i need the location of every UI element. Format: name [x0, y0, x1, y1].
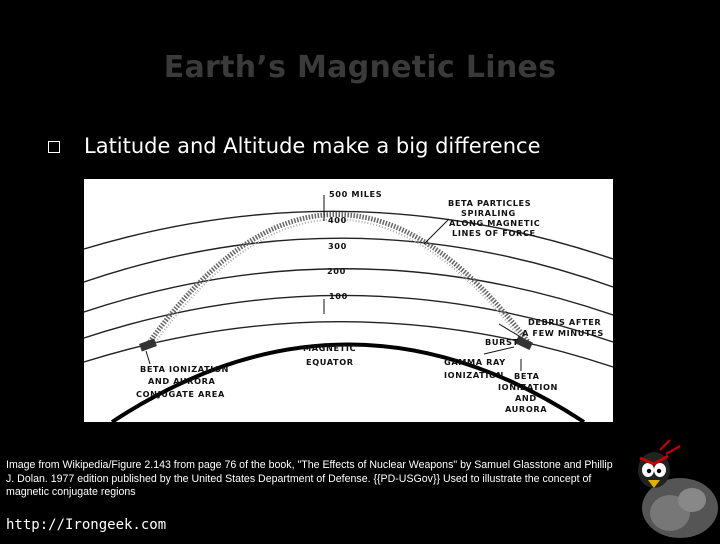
- image-caption: Image from Wikipedia/Figure 2.143 from page 76 of the book, "The Effects of Nuclear Weapons" by Samuel Glasstone and Phillip J. Dolan. 1977 edition published by the United States Department of Defense. {{PD-USGov}} Used to illustrate the concept of magnetic conjugate regions: [6, 459, 613, 498]
- shell-300: [84, 269, 613, 315]
- label-200: 200: [327, 266, 346, 276]
- footer-url: http://Irongeek.com: [6, 517, 167, 533]
- magnetic-lines-diagram: [84, 179, 613, 422]
- shell-400: [84, 238, 613, 287]
- gamma-line2: IONIZATION: [444, 370, 504, 380]
- debris-line1: DEBRIS AFTER: [528, 317, 602, 327]
- beta-right-line4: AURORA: [505, 404, 548, 414]
- square-bullet-icon: [48, 141, 60, 153]
- burst-label: BURST: [485, 337, 519, 347]
- beta-right-line2: IONIZATION: [498, 382, 558, 392]
- label-300: 300: [328, 241, 347, 251]
- beta-right-line1: BETA: [514, 371, 540, 381]
- gamma-line1: GAMMA RAY: [444, 357, 506, 367]
- irongeek-mascot-logo: [630, 428, 720, 540]
- beta-particles-line3: ALONG MAGNETIC: [449, 218, 541, 228]
- slide-title: Earth’s Magnetic Lines: [163, 50, 557, 85]
- bullet-text: Latitude and Altitude make a big difference: [84, 134, 541, 158]
- bullet-item: [48, 134, 541, 158]
- label-400: 400: [328, 215, 347, 225]
- beta-particles-line4: LINES OF FORCE: [452, 228, 536, 238]
- beta-particles-line1: BETA PARTICLES: [448, 198, 532, 208]
- magnetic-equator-line1: MAGNETIC: [303, 343, 357, 353]
- label-100: 100: [329, 291, 348, 301]
- beta-left-line2: AND AURORA: [148, 376, 216, 386]
- label-500-miles: 500 MILES: [329, 189, 383, 199]
- beta-particles-line2: SPIRALING: [461, 208, 516, 218]
- beta-left-line3: CONJUGATE AREA: [136, 389, 225, 399]
- debris-line2: A FEW MINUTES: [522, 328, 604, 338]
- beta-right-line3: AND: [515, 393, 537, 403]
- beta-left-line1: BETA IONIZATION: [140, 364, 229, 374]
- magnetic-equator-line2: EQUATOR: [306, 357, 354, 367]
